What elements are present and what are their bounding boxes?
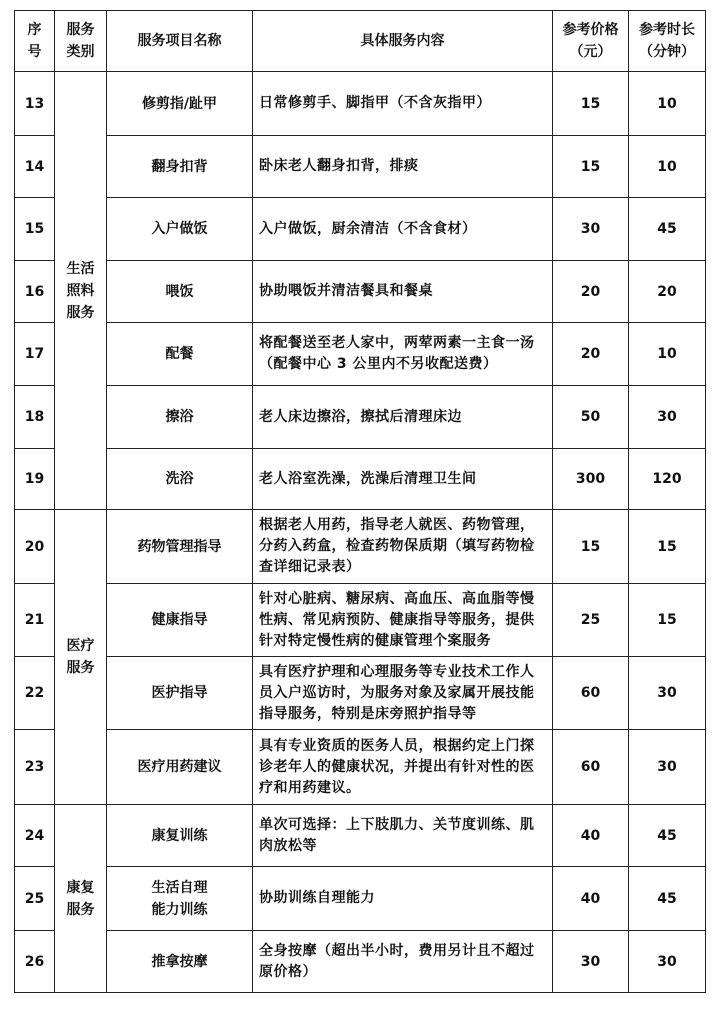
duration-cell: 10 xyxy=(629,323,706,386)
table-row xyxy=(15,386,706,449)
duration-cell: 10 xyxy=(629,72,706,136)
service-name-cell: 医护指导 xyxy=(107,657,253,730)
service-content-cell: 入户做饭，厨余清洁（不含食材） xyxy=(253,198,553,261)
table-row xyxy=(15,323,706,386)
service-content-cell: 单次可选择：上下肢肌力、关节度训练、肌肉放松等 xyxy=(253,805,553,867)
price-cell: 30 xyxy=(553,198,629,261)
seq-cell: 13 xyxy=(15,72,55,136)
price-cell: 25 xyxy=(553,584,629,657)
price-cell: 50 xyxy=(553,386,629,449)
header-category: 服务 类别 xyxy=(55,11,107,72)
header-row xyxy=(15,11,706,72)
duration-cell: 120 xyxy=(629,449,706,510)
category-cell-life: 生活 照料 服务 xyxy=(55,72,107,510)
header-duration: 参考时长 （分钟） xyxy=(629,11,706,72)
service-content-cell: 针对心脏病、糖尿病、高血压、高血脂等慢性病、常见病预防、健康指导等服务，提供针对特定慢性病的健康管理个案服务 xyxy=(253,584,553,657)
service-name-cell: 药物管理指导 xyxy=(107,510,253,584)
price-cell: 300 xyxy=(553,449,629,510)
header-price: 参考价格 （元） xyxy=(553,11,629,72)
service-name-cell: 翻身扣背 xyxy=(107,136,253,198)
seq-cell: 16 xyxy=(15,261,55,323)
service-content-cell: 协助喂饭并清洁餐具和餐桌 xyxy=(253,261,553,323)
price-cell: 60 xyxy=(553,730,629,805)
category-cell-rehab: 康复 服务 xyxy=(55,805,107,993)
table-row xyxy=(15,261,706,323)
duration-cell: 30 xyxy=(629,386,706,449)
price-cell: 15 xyxy=(553,510,629,584)
duration-cell: 30 xyxy=(629,931,706,993)
price-cell: 15 xyxy=(553,136,629,198)
service-name-cell: 修剪指/趾甲 xyxy=(107,72,253,136)
price-cell: 20 xyxy=(553,261,629,323)
seq-cell: 22 xyxy=(15,657,55,730)
header-content: 具体服务内容 xyxy=(253,11,553,72)
service-name-cell: 洗浴 xyxy=(107,449,253,510)
table-row xyxy=(15,510,706,584)
seq-cell: 14 xyxy=(15,136,55,198)
price-cell: 60 xyxy=(553,657,629,730)
duration-cell: 15 xyxy=(629,584,706,657)
table-row xyxy=(15,867,706,931)
seq-cell: 21 xyxy=(15,584,55,657)
service-content-cell: 具有医疗护理和心理服务等专业技术工作人员入户巡访时，为服务对象及家属开展技能指导服务，特别是床旁照护指导等 xyxy=(253,657,553,730)
service-name-cell: 推拿按摩 xyxy=(107,931,253,993)
seq-cell: 25 xyxy=(15,867,55,931)
duration-cell: 45 xyxy=(629,198,706,261)
service-price-table xyxy=(14,10,706,993)
service-content-cell: 具有专业资质的医务人员，根据约定上门探诊老年人的健康状况，并提出有针对性的医疗和用药建议。 xyxy=(253,730,553,805)
service-content-cell: 根据老人用药，指导老人就医、药物管理，分药入药盒，检查药物保质期（填写药物检查详细记录表） xyxy=(253,510,553,584)
table-row xyxy=(15,805,706,867)
service-name-cell: 配餐 xyxy=(107,323,253,386)
service-name-cell: 康复训练 xyxy=(107,805,253,867)
seq-cell: 23 xyxy=(15,730,55,805)
table-row xyxy=(15,136,706,198)
price-cell: 40 xyxy=(553,867,629,931)
price-cell: 20 xyxy=(553,323,629,386)
price-cell: 30 xyxy=(553,931,629,993)
price-cell: 40 xyxy=(553,805,629,867)
seq-cell: 18 xyxy=(15,386,55,449)
table-row xyxy=(15,449,706,510)
seq-cell: 19 xyxy=(15,449,55,510)
duration-cell: 30 xyxy=(629,730,706,805)
table-row xyxy=(15,657,706,730)
service-content-cell: 老人浴室洗澡，洗澡后清理卫生间 xyxy=(253,449,553,510)
seq-cell: 24 xyxy=(15,805,55,867)
table-row xyxy=(15,584,706,657)
service-name-cell: 喂饭 xyxy=(107,261,253,323)
seq-cell: 20 xyxy=(15,510,55,584)
table-row xyxy=(15,198,706,261)
header-seq: 序 号 xyxy=(15,11,55,72)
service-name-cell: 入户做饭 xyxy=(107,198,253,261)
header-name: 服务项目名称 xyxy=(107,11,253,72)
table-row xyxy=(15,730,706,805)
duration-cell: 45 xyxy=(629,805,706,867)
duration-cell: 20 xyxy=(629,261,706,323)
seq-cell: 17 xyxy=(15,323,55,386)
category-cell-medical: 医疗 服务 xyxy=(55,510,107,805)
duration-cell: 10 xyxy=(629,136,706,198)
seq-cell: 15 xyxy=(15,198,55,261)
service-name-cell: 健康指导 xyxy=(107,584,253,657)
duration-cell: 15 xyxy=(629,510,706,584)
service-name-cell: 生活自理 能力训练 xyxy=(107,867,253,931)
service-content-cell: 全身按摩（超出半小时，费用另计且不超过原价格） xyxy=(253,931,553,993)
service-content-cell: 将配餐送至老人家中，两荤两素一主食一汤（配餐中心 3 公里内不另收配送费） xyxy=(253,323,553,386)
service-name-cell: 擦浴 xyxy=(107,386,253,449)
service-content-cell: 卧床老人翻身扣背，排痰 xyxy=(253,136,553,198)
table-row xyxy=(15,72,706,136)
service-name-cell: 医疗用药建议 xyxy=(107,730,253,805)
service-content-cell: 老人床边擦浴，擦拭后清理床边 xyxy=(253,386,553,449)
duration-cell: 45 xyxy=(629,867,706,931)
duration-cell: 30 xyxy=(629,657,706,730)
price-cell: 15 xyxy=(553,72,629,136)
table-row xyxy=(15,931,706,993)
service-content-cell: 协助训练自理能力 xyxy=(253,867,553,931)
seq-cell: 26 xyxy=(15,931,55,993)
service-content-cell: 日常修剪手、脚指甲（不含灰指甲） xyxy=(253,72,553,136)
